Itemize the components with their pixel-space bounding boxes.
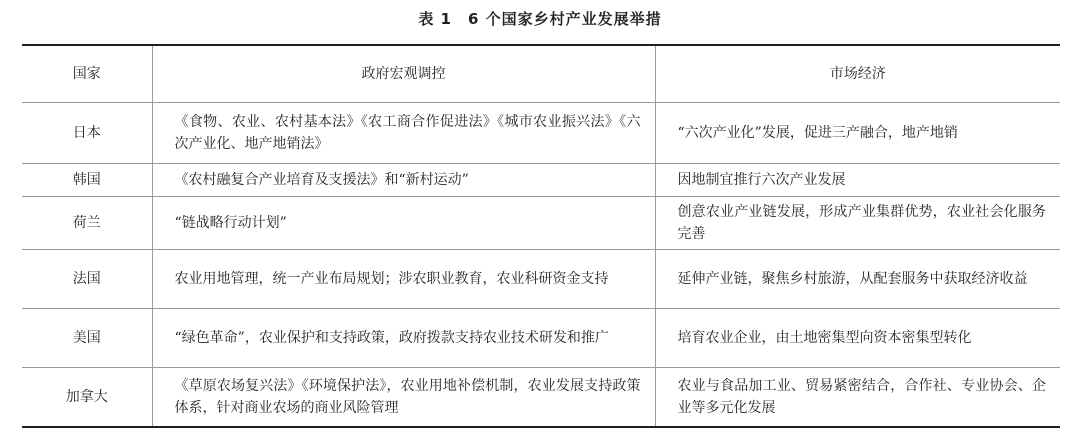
government-cell: 农业用地管理，统一产业布局规划；涉农职业教育，农业科研资金支持 [152,250,655,309]
table-row [22,309,1060,368]
country-cell: 韩国 [22,164,152,197]
market-cell: 农业与食品加工业、贸易紧密结合，合作社、专业协会、企业等多元化发展 [655,368,1060,428]
country-cell: 日本 [22,103,152,164]
header-market: 市场经济 [655,45,1060,103]
government-cell: 《食物、农业、农村基本法》《农工商合作促进法》《城市农业振兴法》《六次产业化、地产地销法》 [152,103,655,164]
table-row [22,250,1060,309]
country-cell: 美国 [22,309,152,368]
country-cell: 法国 [22,250,152,309]
table-header-row [22,45,1060,103]
country-cell: 荷兰 [22,197,152,250]
header-government: 政府宏观调控 [152,45,655,103]
measures-table [22,44,1060,428]
market-cell: 延伸产业链，聚焦乡村旅游，从配套服务中获取经济收益 [655,250,1060,309]
market-cell: “六次产业化”发展，促进三产融合，地产地销 [655,103,1060,164]
table-row [22,103,1060,164]
government-cell: “链战略行动计划” [152,197,655,250]
country-cell: 加拿大 [22,368,152,428]
market-cell: 培育农业企业，由土地密集型向资本密集型转化 [655,309,1060,368]
header-country: 国家 [22,45,152,103]
market-cell: 创意农业产业链发展，形成产业集群优势，农业社会化服务完善 [655,197,1060,250]
government-cell: 《农村融复合产业培育及支援法》和“新村运动” [152,164,655,197]
market-cell: 因地制宜推行六次产业发展 [655,164,1060,197]
government-cell: 《草原农场复兴法》《环境保护法》，农业用地补偿机制，农业发展支持政策体系，针对商业农场的商业风险管理 [152,368,655,428]
table-row [22,197,1060,250]
table-title: 表 1 6 个国家乡村产业发展举措 [418,10,662,28]
government-cell: “绿色革命”，农业保护和支持政策，政府拨款支持农业技术研发和推广 [152,309,655,368]
table-row [22,164,1060,197]
table-row [22,368,1060,428]
